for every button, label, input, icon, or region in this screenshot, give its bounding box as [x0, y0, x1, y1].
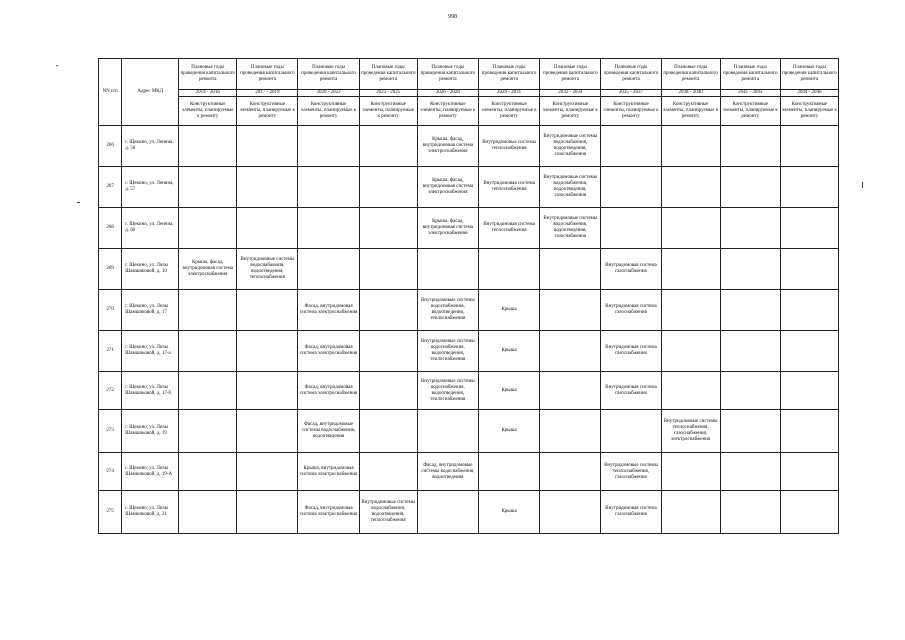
row-number: 272 [99, 372, 122, 410]
repair-elements-cell [179, 331, 237, 372]
years-header: 2014 - 2016 [179, 90, 237, 97]
repair-elements-cell: Фасад, внутридомовая система электроснабжения [298, 491, 359, 534]
repair-elements-cell: Внутридомовые системы водоснабжения, водоотведения, теплоснабжения [359, 491, 417, 534]
nn-header: NN п/п [99, 59, 122, 126]
repair-elements-cell: Внутридомовые системы теплоснабжения [478, 126, 539, 167]
repair-elements-cell [237, 491, 298, 534]
repair-elements-cell [359, 372, 417, 410]
repair-elements-cell [478, 249, 539, 290]
repair-elements-cell [237, 126, 298, 167]
repair-elements-cell [661, 249, 720, 290]
years-header: 2023 - 2025 [359, 90, 417, 97]
repair-elements-cell: Крыша [478, 290, 539, 331]
table-row [99, 453, 839, 491]
repair-elements-cell [179, 453, 237, 491]
repair-elements-cell: Крыша [478, 491, 539, 534]
years-header: 2032 - 2034 [540, 90, 601, 97]
repair-elements-cell [780, 208, 838, 249]
repair-elements-cell [661, 167, 720, 208]
repair-elements-cell [298, 249, 359, 290]
table-row [99, 290, 839, 331]
repair-elements-cell [359, 331, 417, 372]
repair-elements-cell [780, 249, 838, 290]
repair-elements-cell [237, 331, 298, 372]
repair-elements-cell [720, 208, 780, 249]
elements-header: Конструктивные элементы, планируемые к ремонту [601, 97, 661, 126]
table-row [99, 410, 839, 453]
repair-elements-cell [179, 410, 237, 453]
repair-elements-cell [780, 126, 838, 167]
period-header: Плановые годы проведения капитального ремонта [298, 59, 359, 90]
repair-elements-cell [780, 290, 838, 331]
elements-header: Конструктивные элементы, планируемые к ремонту [298, 97, 359, 126]
repair-elements-cell: Внутридомовые системы теплоснабжения, газоснабжения [601, 453, 661, 491]
repair-elements-cell [720, 453, 780, 491]
elements-header: Конструктивные элементы, планируемые к ремонту [359, 97, 417, 126]
repair-elements-cell: Внутридомовая система газоснабжения [601, 290, 661, 331]
repair-elements-cell [298, 126, 359, 167]
repair-elements-cell: Внутридомовая система газоснабжения [601, 491, 661, 534]
scan-mark-right [862, 182, 863, 188]
period-header: Плановые годы проведения капитального ремонта [359, 59, 417, 90]
repair-elements-cell [780, 410, 838, 453]
row-number: 269 [99, 249, 122, 290]
period-header: Плановые годы проведения капитального ремонта [179, 59, 237, 90]
repair-elements-cell [780, 491, 838, 534]
repair-elements-cell [540, 491, 601, 534]
repair-elements-cell: Фасад, внутридомовая система электроснабжения [298, 290, 359, 331]
repair-elements-cell [540, 410, 601, 453]
repair-elements-cell [237, 372, 298, 410]
repair-elements-cell [661, 453, 720, 491]
period-header: Плановые годы проведения капитального ремонта [720, 59, 780, 90]
address-header: Адрес МКД [122, 59, 179, 126]
repair-elements-cell: Крыша, фасад, внутридомовая система электроснабжения [417, 208, 478, 249]
repair-elements-cell [540, 249, 601, 290]
repair-elements-cell: Фасад, внутридомовые системы водоснабжения, водоотведения [417, 453, 478, 491]
repair-elements-cell: Внутридомовая система теплоснабжения [478, 208, 539, 249]
repair-elements-cell: Крыша, фасад, внутридомовая система электроснабжения [417, 167, 478, 208]
period-header: Плановые годы проведения капитального ремонта [540, 59, 601, 90]
repair-elements-cell [540, 331, 601, 372]
repair-elements-cell [601, 208, 661, 249]
period-header: Плановые годы проведения капитального ремонта [661, 59, 720, 90]
repair-elements-cell [661, 491, 720, 534]
period-header: Плановые годы проведения капитального ремонта [417, 59, 478, 90]
repair-elements-cell: Крыша [478, 410, 539, 453]
elements-header: Конструктивные элементы, планируемые к ремонту [540, 97, 601, 126]
row-number: 266 [99, 126, 122, 167]
repair-elements-cell [661, 126, 720, 167]
capital-repair-table [98, 58, 839, 534]
elements-header: Конструктивные элементы, планируемые к ремонту [237, 97, 298, 126]
repair-elements-cell [720, 331, 780, 372]
repair-elements-cell: Внутридомовые системы водоснабжения, водоотведения, газоснабжения [540, 167, 601, 208]
repair-elements-cell [359, 208, 417, 249]
repair-elements-cell [780, 372, 838, 410]
repair-elements-cell: Внутридомовые системы водоснабжения, водоотведения, теплоснабжения [417, 372, 478, 410]
row-number: 268 [99, 208, 122, 249]
years-header: 2020 - 2022 [298, 90, 359, 97]
repair-elements-cell: Фасад, внутридомовая система электроснабжения [298, 372, 359, 410]
row-address: г. Щекино, ул. Лизы Шамшиковой, д. 17-а [122, 331, 179, 372]
repair-elements-cell [298, 167, 359, 208]
repair-elements-cell [540, 372, 601, 410]
period-header: Плановые годы проведения капитального ремонта [780, 59, 838, 90]
period-header: Плановые годы проведения капитального ремонта [237, 59, 298, 90]
repair-elements-cell [661, 290, 720, 331]
years-header: 2038 - 2040 [661, 90, 720, 97]
repair-elements-cell: Внутридомовая система газоснабжения [601, 372, 661, 410]
repair-elements-cell [417, 491, 478, 534]
repair-elements-cell: Крыша [478, 331, 539, 372]
scan-mark: • [56, 64, 59, 70]
repair-elements-cell [780, 453, 838, 491]
repair-elements-cell [179, 372, 237, 410]
row-number: 271 [99, 331, 122, 372]
repair-elements-cell [720, 290, 780, 331]
repair-elements-cell: Крыша, внутридомовая система электроснабжения [298, 453, 359, 491]
elements-header: Конструктивные элементы, планируемые к ремонту [780, 97, 838, 126]
repair-elements-cell [601, 410, 661, 453]
row-address: г. Щекино, ул. Ленина, д. 56 [122, 126, 179, 167]
years-header: 2044 - 2046 [780, 90, 838, 97]
repair-elements-cell [661, 208, 720, 249]
repair-elements-cell: Внутридомовая система теплоснабжения [478, 167, 539, 208]
repair-elements-cell [417, 410, 478, 453]
elements-header: Конструктивные элементы, планируемые к ремонту [720, 97, 780, 126]
repair-elements-cell: Внутридомовые системы водоснабжения, водоотведения, газоснабжения [540, 126, 601, 167]
table-row [99, 249, 839, 290]
elements-header: Конструктивные элементы, планируемые к ремонту [661, 97, 720, 126]
repair-elements-cell [720, 126, 780, 167]
row-number: 270 [99, 290, 122, 331]
repair-elements-cell [237, 410, 298, 453]
repair-elements-cell [179, 290, 237, 331]
repair-elements-cell [720, 410, 780, 453]
repair-elements-cell [237, 208, 298, 249]
table-row [99, 372, 839, 410]
repair-elements-cell [359, 290, 417, 331]
repair-elements-cell: Внутридомовая система газоснабжения [601, 249, 661, 290]
repair-elements-cell [720, 372, 780, 410]
years-header: 2029 - 2031 [478, 90, 539, 97]
repair-elements-cell: Фасад, внутридомовая система электроснабжения [298, 331, 359, 372]
repair-elements-cell: Внутридомовые системы водоснабжения, водоотведения, теплоснабжения [237, 249, 298, 290]
repair-elements-cell: Внутридомовые системы теплоснабжения, газоснабжения, электроснабжения [661, 410, 720, 453]
repair-elements-cell [540, 290, 601, 331]
row-address: г. Щекино, ул. Лизы Шамшиковой, д. 10 [122, 249, 179, 290]
repair-elements-cell [780, 331, 838, 372]
repair-elements-cell [179, 167, 237, 208]
repair-elements-cell [298, 208, 359, 249]
years-header: 2026 - 2028 [417, 90, 478, 97]
elements-header: Конструктивные элементы, планируемые к ремонту [478, 97, 539, 126]
elements-header: Конструктивные элементы, планируемые к ремонту [179, 97, 237, 126]
repair-elements-cell [359, 453, 417, 491]
repair-elements-cell [237, 453, 298, 491]
repair-elements-cell [661, 372, 720, 410]
repair-elements-cell [237, 290, 298, 331]
repair-elements-cell [478, 453, 539, 491]
repair-elements-cell [179, 208, 237, 249]
years-header: 2035 - 2037 [601, 90, 661, 97]
repair-elements-cell [359, 410, 417, 453]
row-address: г. Щекино, ул. Лизы Шамшиковой, д. 19 [122, 410, 179, 453]
repair-elements-cell [359, 126, 417, 167]
repair-elements-cell [601, 126, 661, 167]
repair-elements-cell [720, 167, 780, 208]
repair-elements-cell [417, 249, 478, 290]
repair-elements-cell: Внутридомовые системы водоснабжения, водоотведения, газоснабжения [540, 208, 601, 249]
elements-header: Конструктивные элементы, планируемые к ремонту [417, 97, 478, 126]
repair-elements-cell: Внутридомовые системы водоснабжения, водоотведения, теплоснабжения [417, 290, 478, 331]
repair-elements-cell [661, 331, 720, 372]
row-number: 267 [99, 167, 122, 208]
row-address: г. Щекино, ул. Лизы Шамшиковой, д. 21 [122, 491, 179, 534]
years-header: 2017 - 2019 [237, 90, 298, 97]
table-row [99, 167, 839, 208]
table-row [99, 208, 839, 249]
repair-elements-cell: Крыша [478, 372, 539, 410]
table-row [99, 491, 839, 534]
row-number: 275 [99, 491, 122, 534]
repair-elements-cell [179, 491, 237, 534]
years-header: 2041 - 2043 [720, 90, 780, 97]
repair-elements-cell [359, 167, 417, 208]
repair-elements-cell: Внутридомовая система газоснабжения [601, 331, 661, 372]
row-address: г. Щекино, ул. Ленина, д. 60 [122, 208, 179, 249]
repair-elements-cell: Крыша, фасад, внутридомовая система электроснабжения [417, 126, 478, 167]
row-number: 273 [99, 410, 122, 453]
repair-elements-cell [540, 453, 601, 491]
repair-elements-cell [359, 249, 417, 290]
repair-elements-cell: Фасад, внутридомовые системы водоснабжения, водоотведения [298, 410, 359, 453]
repair-elements-cell [720, 249, 780, 290]
row-address: г. Щекино, ул. Лизы Шамшиковой, д. 19-А [122, 453, 179, 491]
repair-elements-cell [237, 167, 298, 208]
period-header: Плановые годы проведения капитального ремонта [601, 59, 661, 90]
table-row [99, 331, 839, 372]
repair-elements-cell [601, 167, 661, 208]
row-address: г. Щекино, ул. Ленина, д. 57 [122, 167, 179, 208]
table-row [99, 126, 839, 167]
repair-elements-cell: Крыша, фасад, внутридомовая система электроснабжения [179, 249, 237, 290]
repair-elements-cell [179, 126, 237, 167]
repair-elements-cell [780, 167, 838, 208]
row-address: г. Щекино, ул. Лизы Шамшиковой, д. 17-б [122, 372, 179, 410]
repair-elements-cell [720, 491, 780, 534]
scan-mark-left [77, 202, 80, 203]
row-address: г. Щекино, ул. Лизы Шамшиковой, д. 17 [122, 290, 179, 331]
row-number: 274 [99, 453, 122, 491]
page-number: 998 [448, 14, 457, 20]
period-header: Плановые годы проведения капитального ремонта [478, 59, 539, 90]
repair-elements-cell: Внутридомовые системы водоснабжения, водоотведения, теплоснабжения [417, 331, 478, 372]
